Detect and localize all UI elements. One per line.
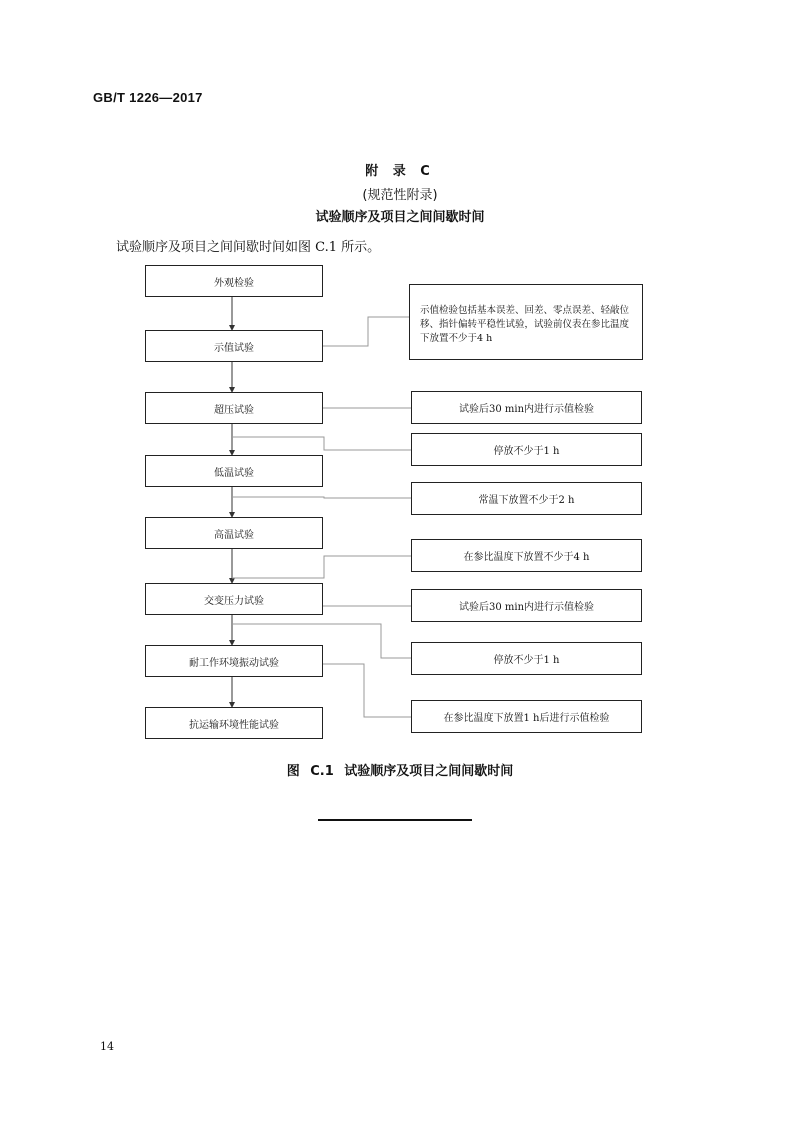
step-appearance-check: 外观检验 [145, 265, 323, 297]
interval-room-temp-2h: 常温下放置不少于2 h [411, 482, 642, 515]
indication-test-note: 示值检验包括基本误差、回差、零点误差、轻敲位移、指针偏转平稳性试验，试验前仪表在参比温度下放置不少于4 h [409, 284, 643, 360]
interval-reference-temp-1h: 在参比温度下放置1 h后进行示值检验 [411, 700, 642, 733]
interval-connector-3 [232, 497, 411, 498]
interval-connector-7 [323, 664, 411, 717]
annex-type: (规范性附录) [362, 188, 438, 203]
page-number: 14 [100, 1040, 114, 1053]
interval-connector-4 [232, 556, 411, 578]
annex-name: 试验顺序及项目之间间歇时间 [315, 210, 485, 225]
end-of-annex-rule [318, 819, 472, 821]
step-low-temperature-test: 低温试验 [145, 455, 323, 487]
annex-title: 附 录 C [365, 164, 435, 179]
standard-code: GB/T 1226—2017 [93, 90, 203, 105]
interval-reference-temp-4h: 在参比温度下放置不少于4 h [411, 539, 642, 572]
step-overpressure-test: 超压试验 [145, 392, 323, 424]
interval-rest-1h-b: 停放不少于1 h [411, 642, 642, 675]
step-indication-test: 示值试验 [145, 330, 323, 362]
interval-rest-1h-a: 停放不少于1 h [411, 433, 642, 466]
figure-caption: 图 C.1 试验顺序及项目之间间歇时间 [286, 764, 514, 779]
step-vibration-test: 耐工作环境振动试验 [145, 645, 323, 677]
interval-after-alternating-pressure: 试验后30 min内进行示值检验 [411, 589, 642, 622]
step-high-temperature-test: 高温试验 [145, 517, 323, 549]
interval-connector-2 [232, 437, 411, 450]
intro-paragraph: 试验顺序及项目之间间歇时间如图 C.1 所示。 [116, 240, 381, 255]
step-transport-environment-test: 抗运输环境性能试验 [145, 707, 323, 739]
interval-after-overpressure: 试验后30 min内进行示值检验 [411, 391, 642, 424]
note-connector [323, 317, 409, 346]
step-alternating-pressure-test: 交变压力试验 [145, 583, 323, 615]
